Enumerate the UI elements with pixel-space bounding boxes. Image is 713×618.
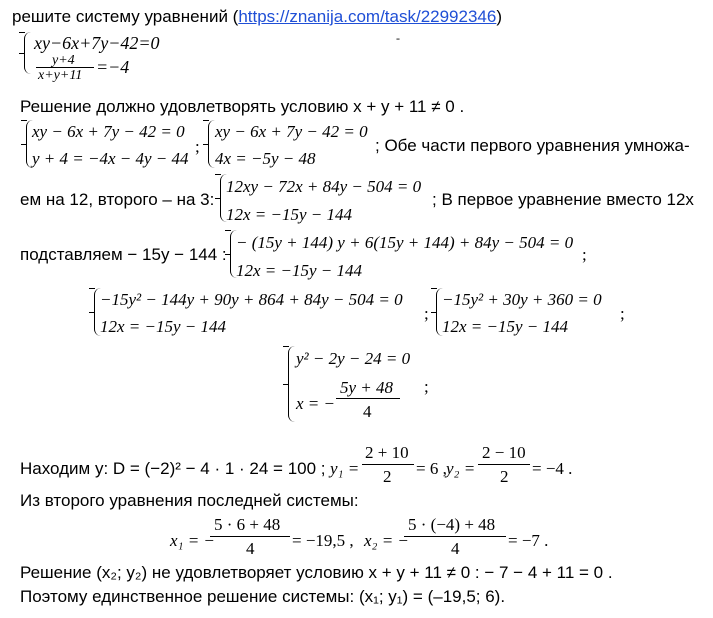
x1-num: 5 · 6 + 48 (214, 515, 281, 534)
text-substitute-cont: подставляем − 15y − 144 : (20, 245, 227, 264)
system2-eq1: xy − 6x + 7y − 42 = 0 (215, 122, 368, 141)
system7-eq2-lhs: x = − (296, 394, 335, 413)
line-final-answer: Поэтому единственное решение системы: (x₁; y₁) = (–19,5; 6). (20, 587, 506, 606)
header-eq2-den: x+y+11 (38, 68, 83, 83)
system3-eq1: 12xy − 72x + 84y − 504 = 0 (226, 177, 422, 196)
task-link[interactable]: https://znanija.com/task/22992346 (238, 7, 497, 26)
system7-fraction-line (336, 398, 400, 399)
system7-brace (288, 346, 295, 422)
system1-eq2: y + 4 = −4x − 4y − 44 (32, 149, 189, 168)
y2-den: 2 (500, 467, 509, 486)
line-second-equation: Из второго уравнения последней системы: (20, 491, 359, 510)
y2-fraction-line (478, 464, 530, 465)
system2-brace (208, 120, 215, 168)
semicolon-7: ; (424, 377, 429, 396)
y1-rhs: = 6 , (416, 459, 447, 478)
header-eq1: xy−6x+7y−42=0 (34, 33, 160, 53)
header-eq2-num: y+4 (52, 53, 75, 68)
system2-eq2: 4x = −5y − 48 (215, 149, 316, 168)
x1-rhs: = −19,5 , (292, 531, 354, 550)
semicolon-6: ; (620, 304, 625, 323)
system5-eq2: 12x = −15y − 144 (100, 317, 227, 336)
header-dash: - (396, 31, 400, 45)
semicolon-5: ; (424, 304, 429, 323)
header-eq2-rhs: =−4 (96, 57, 130, 77)
y1-lhs: y₁ = (330, 459, 360, 478)
semicolon-4: ; (582, 245, 587, 264)
text-multiply-cont: ем на 12, второго – на 3: (20, 190, 215, 209)
x1-lhs: x₁ = − (170, 531, 215, 550)
line-reject: Решение (x₂; y₂) не удовлетворяет условию x + y + 11 ≠ 0 : − 7 − 4 + 11 = 0 . (20, 563, 613, 582)
y1-den: 2 (383, 467, 392, 486)
system7-eq2-num: 5y + 48 (340, 378, 394, 397)
system7-eq1: y² − 2y − 24 = 0 (296, 349, 411, 368)
system7-eq2-den: 4 (363, 402, 372, 421)
system1-eq1: xy − 6x + 7y − 42 = 0 (32, 122, 185, 141)
y1-num: 2 + 10 (365, 443, 409, 462)
semicolon-1: ; (195, 137, 200, 156)
text-multiply: ; Обе части первого уравнения умножа- (375, 136, 690, 155)
x2-num: 5 · (−4) + 48 (408, 515, 496, 534)
x1-den: 4 (246, 539, 255, 558)
system6-eq1: −15y² + 30y + 360 = 0 (442, 290, 602, 309)
task-title (12, 8, 502, 25)
system6-eq2: 12x = −15y − 144 (442, 317, 569, 336)
condition-line: Решение должно удовлетворять условию x + y + 11 ≠ 0 . (20, 97, 465, 116)
x2-lhs: x₂ = − (364, 531, 409, 550)
system4-eq2: 12x = −15y − 144 (236, 261, 363, 280)
y2-rhs: = −4 . (532, 459, 573, 478)
text-substitute: ; В первое уравнение вместо 12x (432, 190, 694, 209)
header-system-brace (24, 32, 31, 74)
system4-eq1: − (15y + 144) y + 6(15y + 144) + 84y − 504 = 0 (236, 233, 574, 252)
title-suffix: ) (496, 7, 502, 26)
system5-eq1: −15y² − 144y + 90y + 864 + 84y − 504 = 0 (100, 290, 403, 309)
y1-fraction-line (362, 464, 414, 465)
y2-num: 2 − 10 (482, 443, 526, 462)
x2-fraction-line (404, 536, 506, 537)
x1-fraction-line (210, 536, 290, 537)
x2-rhs: = −7 . (508, 531, 549, 550)
line-find-y: Находим y: D = (−2)² − 4 · 1 · 24 = 100 ; (20, 459, 326, 478)
title-prefix: решите систему уравнений ( (12, 7, 239, 26)
system3-eq2: 12x = −15y − 144 (226, 205, 353, 224)
x2-den: 4 (451, 539, 460, 558)
y2-lhs: y₂ = (446, 459, 476, 478)
